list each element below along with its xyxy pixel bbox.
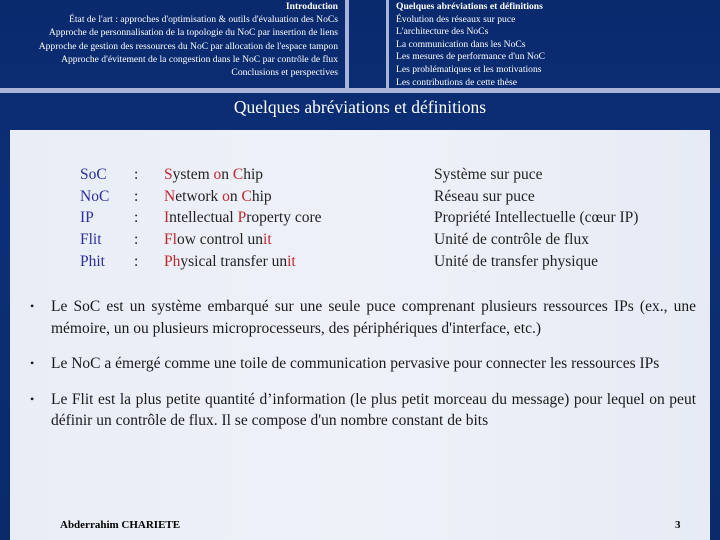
outline-item[interactable]: Approche d'évitement de la congestion dans le NoC par contrôle de flux xyxy=(61,53,338,65)
highlighted-letters: P xyxy=(237,209,247,227)
english-expansion xyxy=(164,229,272,251)
bullet-icon: • xyxy=(30,356,35,370)
highlighted-letters: Fl xyxy=(164,231,177,249)
bullet-item xyxy=(28,389,696,432)
outline-subitem[interactable]: La communication dans les NoCs xyxy=(396,38,526,50)
expansion-text: ntellectual xyxy=(169,209,238,227)
outline-subitem[interactable]: Quelques abréviations et définitions xyxy=(396,1,543,12)
expansion-text: etwork xyxy=(175,187,223,205)
abbreviation: IP xyxy=(80,209,94,227)
bullet-icon: • xyxy=(30,391,35,406)
bullet-icon: • xyxy=(30,299,35,313)
outline-subitem[interactable]: L'architecture des NoCs xyxy=(396,26,489,38)
french-definition: Unité de contrôle de flux xyxy=(434,231,589,249)
header-right-outline xyxy=(396,1,716,89)
outline-item[interactable]: Approche de personnalisation de la topologie du NoC par insertion de liens xyxy=(48,27,338,39)
french-definition: Réseau sur puce xyxy=(434,187,535,205)
separator-colon: : xyxy=(134,231,139,249)
expansion-text: ystem xyxy=(172,166,214,183)
english-expansion xyxy=(164,186,272,208)
highlighted-letters: o xyxy=(213,166,222,183)
header-divider xyxy=(386,0,389,88)
expansion-text: n xyxy=(229,187,242,205)
outline-item[interactable]: État de l'art : approches d'optimisation & outils d'évaluation des NoCs xyxy=(69,14,338,26)
content-panel xyxy=(10,130,710,540)
bullet-item xyxy=(28,296,696,339)
bullet-item xyxy=(28,353,696,375)
outline-item[interactable]: Conclusions et perspectives xyxy=(231,67,338,79)
footer-author: Abderrahim CHARIETE xyxy=(60,519,181,531)
expansion-text: hip xyxy=(251,187,272,205)
expansion-text: roperty core xyxy=(246,209,322,227)
header-bar xyxy=(0,88,720,93)
french-definition: Propriété Intellectuelle (cœur IP) xyxy=(434,209,639,227)
expansion-text: hip xyxy=(243,166,264,183)
highlighted-letters: I xyxy=(164,209,170,227)
french-definition: Système sur puce xyxy=(434,166,543,183)
bullet-list xyxy=(28,296,696,446)
outline-item[interactable]: Approche de gestion des ressources du NoC par allocation de l'espace tampon xyxy=(38,40,338,52)
separator-colon: : xyxy=(134,252,139,270)
outline-item[interactable]: Introduction xyxy=(285,1,338,12)
separator-colon: : xyxy=(134,187,139,205)
english-expansion xyxy=(164,207,322,229)
header-divider xyxy=(345,0,349,88)
bullet-text: Le Flit est la plus petite quantité d’information (le plus petit morceau du message) pour lequel on peut définir un contrôle de flux. Il se compose d'un nombre constant de bits xyxy=(51,390,696,429)
separator-colon: : xyxy=(134,209,139,227)
abbreviation: Flit xyxy=(80,231,102,249)
expansion-text: n xyxy=(221,166,233,183)
outline-subitem[interactable]: Les mesures de performance d'un NoC xyxy=(396,51,546,63)
english-expansion xyxy=(164,164,263,186)
separator-colon: : xyxy=(134,166,139,183)
highlighted-letters: Ph xyxy=(164,252,181,270)
outline-subitem[interactable]: Évolution des réseaux sur puce xyxy=(396,13,516,25)
slide-title: Quelques abréviations et définitions xyxy=(233,97,487,117)
french-definition: Unité de transfer physique xyxy=(434,252,598,270)
bullet-text: Le SoC est un système embarqué sur une seule puce comprenant plusieurs ressources IPs (ex., une mémoire, un ou plusieurs microprocesseurs, des périphériques d'interface, etc.) xyxy=(51,298,696,337)
highlighted-letters: N xyxy=(164,187,176,205)
outline-subitem[interactable]: Les problématiques et les motivations xyxy=(396,63,542,75)
abbreviation: SoC xyxy=(80,166,107,183)
english-expansion xyxy=(164,251,296,273)
abbreviation: Phit xyxy=(80,252,105,270)
header-left-outline xyxy=(0,0,338,86)
highlighted-letters: it xyxy=(263,231,272,249)
highlighted-letters: C xyxy=(232,166,244,183)
outline-subitem[interactable]: Les contributions de cette thèse xyxy=(396,76,517,88)
abbreviation: NoC xyxy=(80,187,110,205)
page-number: 3 xyxy=(675,519,681,531)
expansion-text: ow control un xyxy=(176,231,264,249)
highlighted-letters: it xyxy=(287,252,296,270)
highlighted-letters: o xyxy=(222,187,230,205)
expansion-text: ysical transfer un xyxy=(180,252,288,270)
highlighted-letters: C xyxy=(241,187,252,205)
highlighted-letters: S xyxy=(164,166,173,183)
bullet-text: Le NoC a émergé comme une toile de communication pervasive pour connecter les ressources IPs xyxy=(51,355,660,372)
